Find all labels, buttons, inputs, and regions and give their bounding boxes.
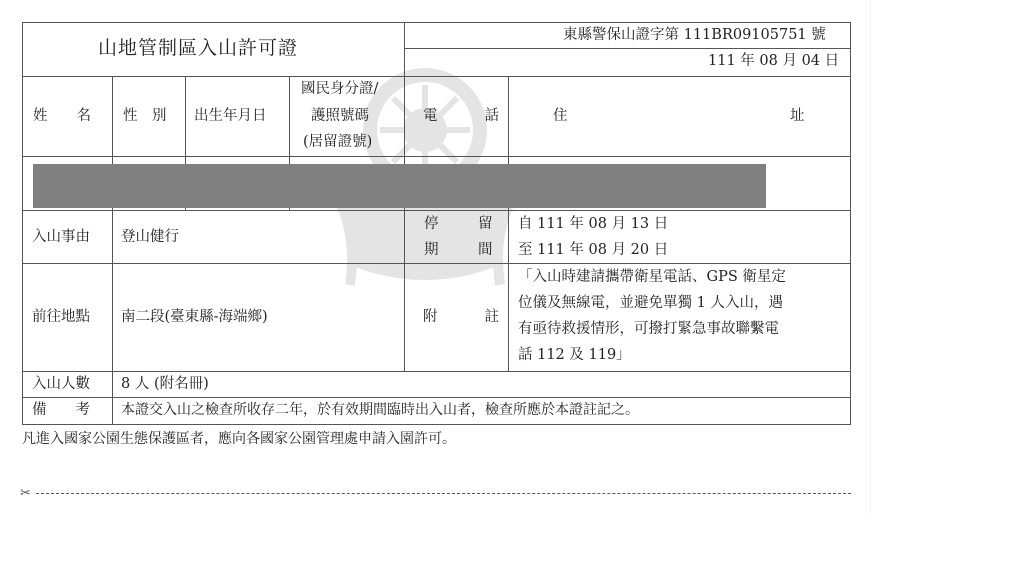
redacted-personal-info: [33, 164, 766, 208]
purpose-label: 入山事由: [32, 229, 90, 245]
header-id-line2: 護照號碼: [311, 108, 369, 124]
permit-number: 東縣警保山證字第 111BR09105751 號: [563, 27, 826, 43]
header-address-a: 住: [553, 108, 568, 124]
header-birth: 出生年月日: [194, 108, 267, 124]
remarks-label: 備 考: [32, 402, 90, 418]
cut-line: [36, 493, 851, 494]
footer-note: 凡進入國家公園生態保護區者，應向各國家公園管理處申請入園許可。: [22, 431, 456, 447]
stay-from: 自 111 年 08 月 13 日: [518, 216, 669, 232]
purpose-value: 登山健行: [121, 229, 179, 245]
note-line: 「入山時建請攜帶衛星電話、GPS 衛星定: [518, 269, 786, 285]
header-id-line1: 國民身分證/: [301, 81, 379, 97]
permit-date: 111 年 08 月 04 日: [708, 53, 840, 69]
people-value: 8 人 (附名冊): [121, 376, 209, 392]
remarks-value: 本證交入山之檢查所收存二年，於有效期間臨時出入山者，檢查所應於本證註記之。: [121, 402, 639, 418]
stay-to: 至 111 年 08 月 20 日: [518, 242, 669, 258]
note-line: 位儀及無線電，並避免單獨 1 人入山，遇: [518, 295, 783, 311]
header-id-line3: (居留證號): [303, 134, 373, 150]
header-sex: 性 別: [123, 108, 167, 124]
stay-label-b1: 期: [424, 242, 439, 258]
permit-title: 山地管制區入山許可證: [98, 37, 299, 59]
header-phone: 電 話: [423, 108, 505, 124]
header-name: 姓 名: [33, 108, 91, 124]
destination-value: 南二段(臺東縣-海端鄉): [121, 309, 268, 325]
destination-label: 前往地點: [32, 309, 90, 325]
stay-label-a2: 留: [478, 216, 493, 232]
people-label: 入山人數: [32, 376, 90, 392]
stay-label-b2: 間: [478, 242, 493, 258]
note-label: 附 註: [423, 309, 505, 325]
header-address-b: 址: [790, 108, 805, 124]
scissors-icon: ✂: [20, 486, 31, 501]
note-line: 有亟待救援情形，可撥打緊急事故聯繫電: [518, 321, 779, 337]
stay-label-a1: 停: [424, 216, 439, 232]
note-line: 話 112 及 119」: [518, 347, 631, 363]
